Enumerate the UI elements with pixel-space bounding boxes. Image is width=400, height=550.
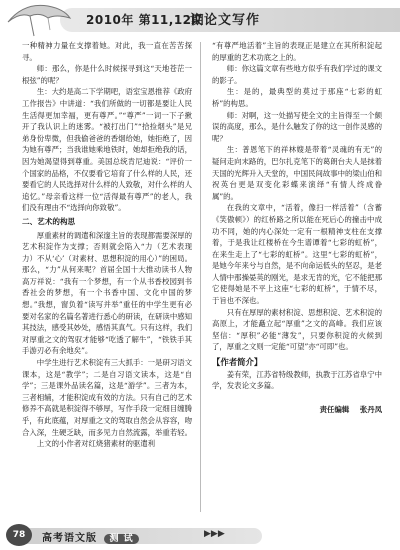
paragraph: 一种精神力量在支撑着她。对此，我一直在苦苦探寻。 [22,41,192,62]
arrows-icon: ▶▶▶ [204,529,225,539]
paragraph: 生：普恩笔下的祥林嫂是带着“灵魂的有无”的疑问走向末路的，巴尔扎克笔下的葛朗台夫人是抹着天国的光辉升入天堂的，中国民间故事中的梁山伯和祝英台更是双变化彩蝶来演绎“有情人终成眷属”的。 [212,145,382,201]
paragraph: 上文的小作者对红烧猪素材的驱遣利 [36,439,156,449]
test-badge: 测 试 [104,534,138,544]
section-heading: 二、艺术的构思 [22,216,76,226]
section-title: 议论文写作 [190,13,261,28]
author-bio: 姜有荣，江苏省特级教师，执教于江苏省阜宁中学，发表论文多篇。 [212,369,383,391]
umbrella-icon [4,0,74,40]
paragraph: 在我的文章中，“活着，像扫一样活着”（含蓄《笑傲顿》）的红桥路之所以能在死后心的撞击中成功不同，她的内心深处一定有一根精神支柱在支撑着，于是我让红楼桥在今生谱谭着“七彩的虹桥”，在来生走上了“七彩的虹桥”。这里“七彩的虹桥”，是她今年来兮与自然，是不向命运低头的坚忍，是老人情中那操晏英的刚光，是求无肯的光，它不能把那它使得她是不平上这座“七彩的虹桥”，于情不尽，于旨也不深也。 [212,203,382,306]
paragraph: 师：那么，你是什么时候探寻到这“天地苍茫一根弦”的呢？ [22,64,192,85]
page-number: 78 [6,524,32,546]
paragraph: 师：对啊，这一处描写使全文的主旨得至一个颇误的高度，那么，是什么触发了你的这一创作灵感的呢？ [212,110,383,143]
right-column [212,40,382,415]
editor-label: 责任编辑 [319,404,350,414]
paragraph: 师：你这篇文章有些地方似乎有我们学过的课文的影子。 [212,64,383,85]
page-header [0,0,400,38]
paragraph: 只有在厚厚的素材积淀、思想积淀、艺术积淀的高原上，才能矗立起“厚重”之文的高峰。我们应该坚信：“厚积”必能“薄发”，只要你积淀的火候到了，厚重之文则一定能“可望”亦“可即”也。 [212,307,383,352]
left-column [22,40,192,450]
paragraph: 生：是的，最典型的莫过于那座“七彩的虹桥”的构思。 [212,87,382,108]
journal-title [42,529,139,544]
page-footer [0,518,400,550]
journal-name: 高考语文版 [42,533,97,544]
paragraph: 中学生进行艺术积淀有三大抓手：一是研习语文课本，这是“教学”；二是自习语文读本，这是“自学”；三是课外品读名篇，这是“游学”。三者为本，三者相辅，才能积淀成有效的方法。只有自己的艺术修养不高就是积淀得不够厚，写作手段一定细目缠腾乎，有此底蕴，对厚重之文的驾取自然会从容容，吻合入深，生硬乏缺，而多见力自然流露，举重若轻。 [22,358,193,437]
issue-number: 2010年 第11,12期 [86,13,205,27]
author-bio-heading: 【作者简介】 [212,357,263,368]
paragraph: “有尊严地活着”主旨的表现正是建立在其所积淀起的厚重的艺术功底之上的。 [212,41,382,62]
editor-credit [212,404,382,416]
editor-name: 张丹凤 [359,404,382,414]
paragraph: 生：大约是高二下学期吧，语室宝恩推荐《政府工作报告》中讲道：“我们所做的一切都是要让人民生活得更加幸福，更有尊严。”“尊严”一词一下子揪开了我认识上的迷雾。“被打出门”“拾捡烟头”是兄弟身份卑微，但我偷爸爸的香烟给她，她拒绝了，因为她有尊严；当我谁她乘地铁时，她却拒绝我的话，因为她渴望得到尊重。美国总统肯尼迪说：“评价一个国家的品格，不仅要看它培育了什么样的人民，还要看它的人民选择对什么样的人致敬，对什么样的人追忆。”母亲看这样一位“活得最有尊严”的老人，我们没有理由不“选择向你致敬”。 [22,87,193,213]
paragraph: 厚重素材的调遣和深邃主旨的表现都需要深厚的艺术积淀作为支撑；否则就会陷入“力（艺术表现力）不从‘心’（对素材、思想积淀的用心）”的困局。那么，“力”从何来呢？首届全国十大推动读书人物高万祥说：“我有一个梦想，有一个从书香校园到书香社会的梦想，有一个书香中国、文化中国的梦想。”我想，窗负着“读写并举”重任的中学生更有必要对名家的名篇名著进行悉心的研读，在研读中感知其技法，感受其妙处，感悟其真气。只有这样，我们对厚重之文的驾驭才能够“吃透了解牛”，“铁铁手其手游刃必有余地矣”。 [22,230,193,356]
column-divider [200,42,201,512]
